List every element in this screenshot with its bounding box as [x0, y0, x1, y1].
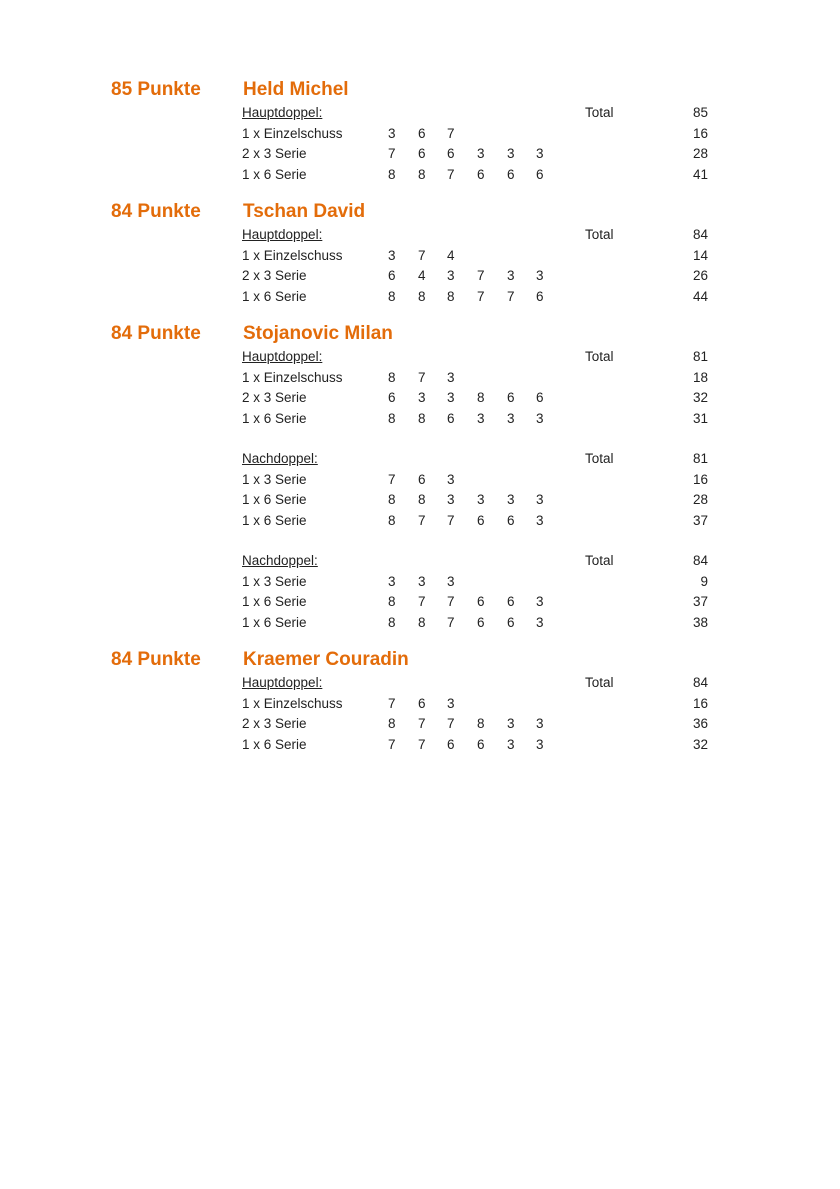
series-row	[0, 165, 840, 186]
shot-value: 3	[536, 410, 544, 426]
shot-value: 3	[388, 247, 396, 263]
series-total: 28	[692, 146, 708, 161]
shot-value: 8	[388, 369, 396, 385]
series-row	[0, 266, 840, 287]
shot-value: 7	[418, 247, 426, 263]
series-label: 1 x 6 Serie	[242, 288, 307, 304]
group-total: 84	[692, 553, 708, 568]
shooter-name: Tschan David	[243, 201, 366, 222]
shot-value: 3	[447, 390, 455, 405]
shot-value: 8	[477, 716, 485, 731]
shot-value: 7	[447, 166, 455, 182]
shot-value: 3	[507, 716, 515, 731]
shot-value: 3	[507, 268, 515, 283]
series-total: 41	[692, 166, 708, 182]
group-title: Hauptdoppel:	[242, 227, 323, 242]
shot-value: 3	[447, 369, 455, 385]
shot-value: 7	[418, 369, 426, 385]
series-row	[0, 246, 840, 267]
points-score: 85 Punkte	[111, 79, 201, 100]
shot-value: 7	[418, 594, 426, 609]
shooter-name: Stojanovic Milan	[243, 323, 393, 344]
shot-value: 3	[447, 573, 455, 589]
shot-value: 7	[477, 268, 485, 283]
shot-value: 3	[477, 410, 485, 426]
series-label: 1 x Einzelschuss	[242, 695, 343, 711]
group-title: Hauptdoppel:	[242, 105, 323, 120]
series-label: 1 x Einzelschuss	[242, 125, 343, 141]
shot-value: 6	[447, 736, 455, 752]
shot-value: 4	[447, 247, 455, 263]
series-label: 2 x 3 Serie	[242, 390, 307, 405]
shot-value: 8	[418, 288, 426, 304]
total-label: Total	[585, 451, 614, 466]
series-label: 1 x 6 Serie	[242, 594, 307, 609]
series-row	[0, 287, 840, 308]
shot-value: 3	[507, 410, 515, 426]
shot-value: 7	[507, 288, 515, 304]
series-label: 1 x 6 Serie	[242, 410, 307, 426]
shot-value: 7	[447, 716, 455, 731]
shot-value: 6	[507, 614, 515, 630]
shot-value: 6	[477, 512, 485, 528]
shot-value: 6	[418, 695, 426, 711]
shot-value: 7	[447, 512, 455, 528]
shot-value: 3	[388, 573, 396, 589]
shot-value: 8	[388, 614, 396, 630]
shot-value: 6	[507, 390, 515, 405]
shot-value: 7	[477, 288, 485, 304]
shot-value: 6	[507, 594, 515, 609]
series-row	[0, 694, 840, 715]
shot-value: 7	[388, 736, 396, 752]
shot-value: 3	[536, 492, 544, 507]
series-row	[0, 388, 840, 409]
shot-value: 6	[477, 614, 485, 630]
series-total: 9	[700, 573, 708, 589]
shot-value: 8	[388, 716, 396, 731]
series-label: 1 x 6 Serie	[242, 166, 307, 182]
entry-header	[0, 649, 840, 673]
series-total: 26	[692, 268, 708, 283]
shot-value: 8	[388, 166, 396, 182]
shot-value: 7	[418, 736, 426, 752]
shot-value: 7	[388, 471, 396, 487]
series-total: 37	[692, 512, 708, 528]
entry-header	[0, 79, 840, 103]
shot-value: 3	[536, 736, 544, 752]
group-header	[0, 225, 840, 246]
shot-value: 8	[388, 512, 396, 528]
series-row	[0, 613, 840, 634]
shot-value: 7	[418, 512, 426, 528]
shot-value: 7	[447, 594, 455, 609]
shot-value: 8	[418, 166, 426, 182]
shot-value: 8	[388, 492, 396, 507]
series-label: 1 x Einzelschuss	[242, 369, 343, 385]
total-label: Total	[585, 349, 614, 364]
entry-header	[0, 323, 840, 347]
series-total: 16	[692, 471, 708, 487]
shot-group	[0, 449, 840, 531]
shot-value: 8	[388, 410, 396, 426]
group-header	[0, 673, 840, 694]
series-label: 1 x 3 Serie	[242, 573, 307, 589]
shot-value: 3	[447, 268, 455, 283]
shot-value: 3	[507, 146, 515, 161]
series-total: 36	[692, 716, 708, 731]
shot-value: 6	[477, 594, 485, 609]
shot-value: 6	[477, 166, 485, 182]
series-total: 37	[692, 594, 708, 609]
series-row	[0, 470, 840, 491]
series-total: 14	[692, 247, 708, 263]
shot-value: 8	[418, 410, 426, 426]
group-header	[0, 449, 840, 470]
group-title: Hauptdoppel:	[242, 349, 323, 364]
shot-value: 7	[388, 146, 396, 161]
shot-group	[0, 347, 840, 429]
series-row	[0, 490, 840, 511]
shot-value: 3	[536, 268, 544, 283]
shot-value: 8	[418, 492, 426, 507]
series-row	[0, 368, 840, 389]
shot-value: 7	[418, 716, 426, 731]
shooter-name: Kraemer Couradin	[243, 649, 409, 670]
series-row	[0, 124, 840, 145]
shot-value: 8	[418, 614, 426, 630]
series-label: 2 x 3 Serie	[242, 268, 307, 283]
group-header	[0, 347, 840, 368]
shot-value: 3	[477, 146, 485, 161]
shot-value: 3	[536, 594, 544, 609]
shooter-entry	[0, 79, 840, 185]
group-title: Nachdoppel:	[242, 553, 318, 568]
series-total: 18	[692, 369, 708, 385]
shot-value: 6	[507, 166, 515, 182]
total-label: Total	[585, 553, 614, 568]
total-label: Total	[585, 227, 614, 242]
shot-value: 3	[418, 573, 426, 589]
shot-value: 6	[507, 512, 515, 528]
series-label: 1 x 6 Serie	[242, 512, 307, 528]
total-label: Total	[585, 675, 614, 690]
series-total: 16	[692, 695, 708, 711]
series-label: 1 x 6 Serie	[242, 614, 307, 630]
shot-value: 6	[418, 471, 426, 487]
series-total: 31	[692, 410, 708, 426]
shot-value: 8	[388, 288, 396, 304]
shot-value: 7	[388, 695, 396, 711]
shooter-entry	[0, 323, 840, 633]
shot-group	[0, 103, 840, 185]
series-label: 1 x Einzelschuss	[242, 247, 343, 263]
shot-value: 8	[388, 594, 396, 609]
shot-value: 8	[477, 390, 485, 405]
shot-value: 3	[507, 736, 515, 752]
series-total: 28	[692, 492, 708, 507]
series-total: 32	[692, 390, 708, 405]
shot-value: 6	[477, 736, 485, 752]
shot-value: 6	[536, 390, 544, 405]
points-score: 84 Punkte	[111, 201, 201, 222]
series-label: 1 x 6 Serie	[242, 492, 307, 507]
series-total: 32	[692, 736, 708, 752]
shot-value: 3	[536, 146, 544, 161]
series-row	[0, 572, 840, 593]
group-header	[0, 551, 840, 572]
shot-value: 6	[536, 288, 544, 304]
shot-group	[0, 673, 840, 755]
shot-value: 4	[418, 268, 426, 283]
series-row	[0, 714, 840, 735]
group-total: 81	[692, 451, 708, 466]
shot-value: 3	[418, 390, 426, 405]
shot-value: 6	[536, 166, 544, 182]
group-title: Nachdoppel:	[242, 451, 318, 466]
shot-value: 7	[447, 614, 455, 630]
group-total: 81	[692, 349, 708, 364]
series-total: 16	[692, 125, 708, 141]
shot-value: 3	[507, 492, 515, 507]
series-row	[0, 735, 840, 756]
shot-value: 3	[536, 716, 544, 731]
group-total: 84	[692, 675, 708, 690]
series-row	[0, 511, 840, 532]
entry-header	[0, 201, 840, 225]
shot-value: 6	[447, 146, 455, 161]
shot-value: 6	[388, 390, 396, 405]
series-label: 1 x 6 Serie	[242, 736, 307, 752]
shot-value: 3	[388, 125, 396, 141]
series-label: 2 x 3 Serie	[242, 716, 307, 731]
shot-value: 3	[447, 471, 455, 487]
group-total: 85	[692, 105, 708, 120]
group-title: Hauptdoppel:	[242, 675, 323, 690]
shot-value: 6	[418, 146, 426, 161]
group-total: 84	[692, 227, 708, 242]
shot-group	[0, 551, 840, 633]
shot-group	[0, 225, 840, 307]
shot-value: 3	[536, 512, 544, 528]
total-label: Total	[585, 105, 614, 120]
points-score: 84 Punkte	[111, 323, 201, 344]
series-row	[0, 144, 840, 165]
series-total: 38	[692, 614, 708, 630]
shot-value: 3	[447, 695, 455, 711]
shot-value: 3	[477, 492, 485, 507]
shot-value: 3	[447, 492, 455, 507]
points-score: 84 Punkte	[111, 649, 201, 670]
group-header	[0, 103, 840, 124]
shot-value: 6	[447, 410, 455, 426]
series-row	[0, 592, 840, 613]
shooter-name: Held Michel	[243, 79, 349, 100]
series-label: 2 x 3 Serie	[242, 146, 307, 161]
shot-value: 3	[536, 614, 544, 630]
shot-value: 7	[447, 125, 455, 141]
series-total: 44	[692, 288, 708, 304]
shot-value: 6	[388, 268, 396, 283]
series-label: 1 x 3 Serie	[242, 471, 307, 487]
shooter-entry	[0, 649, 840, 755]
series-row	[0, 409, 840, 430]
shooter-entry	[0, 201, 840, 307]
shot-value: 8	[447, 288, 455, 304]
shot-value: 6	[418, 125, 426, 141]
